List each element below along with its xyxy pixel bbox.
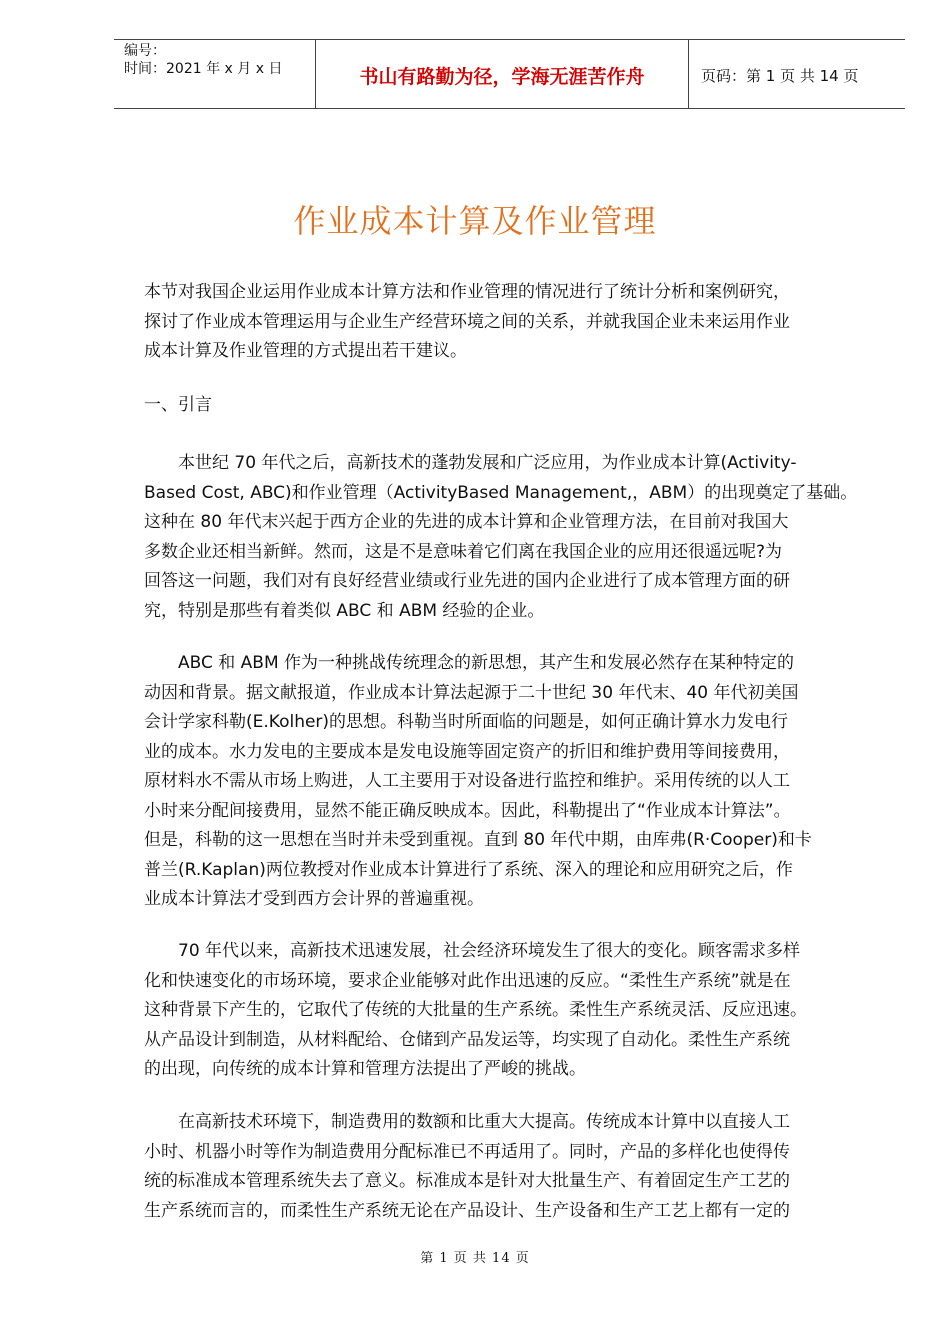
text-line: 统的标准成本管理系统失去了意义。标准成本是针对大批量生产、有着固定生产工艺的 — [144, 1171, 790, 1191]
text-line: 70 年代以来，高新技术迅速发展，社会经济环境发生了很大的变化。顾客需求多样 — [144, 941, 801, 961]
text-line: 原材料水不需从市场上购进，人工主要用于对设备进行监控和维护。采用传统的以人工 — [144, 771, 790, 791]
motto-text: 书山有路勤为径，学海无涯苦作舟 — [359, 66, 645, 88]
text-line: 但是，科勒的这一思想在当时并未受到重视。直到 80 年代中期，由库弗(R·Cooper)和卡 — [144, 830, 812, 850]
text-line: 小时来分配间接费用，显然不能正确反映成本。因此，科勒提出了“作业成本计算法”。 — [144, 800, 791, 821]
text-line: 回答这一问题，我们对有良好经营业绩或行业先进的国内企业进行了成本管理方面的研 — [144, 571, 790, 591]
text-line: 业成本计算法才受到西方会计界的普遍重视。 — [144, 889, 484, 909]
document-date-label: 时间：2021 年 x 月 x 日 — [124, 61, 283, 77]
text-line: 成本计算及作业管理的方式提出若干建议。 — [144, 341, 467, 361]
body-paragraph — [144, 937, 874, 1085]
page-header — [114, 39, 905, 109]
text-line: 小时、机器小时等作为制造费用分配标准已不再适用了。同时，产品的多样化也使得传 — [144, 1141, 790, 1162]
text-line: 究，特别是那些有着类似 ABC 和 ABM 经验的企业。 — [144, 600, 545, 621]
text-line: Based Cost, ABC)和作业管理（ActivityBased Management,，ABM）的出现奠定了基础。 — [144, 482, 858, 503]
header-info-cell — [114, 40, 316, 108]
text-line: 本世纪 70 年代之后，高新技术的蓬勃发展和广泛应用，为作业成本计算(Activity- — [144, 453, 797, 473]
text-line: 业的成本。水力发电的主要成本是发电设施等固定资产的折旧和维护费用等间接费用， — [144, 741, 790, 762]
header-page-cell — [690, 40, 905, 108]
text-line: ABC 和 ABM 作为一种挑战传统理念的新思想，其产生和发展必然存在某种特定的 — [144, 653, 795, 673]
text-line: 会计学家科勒(E.Kolher)的思想。科勒当时所面临的问题是，如何正确计算水力发电行 — [144, 712, 789, 732]
text-line: 生产系统而言的，而柔性生产系统无论在产品设计、生产设备和生产工艺上都有一定的 — [144, 1200, 790, 1221]
text-line: 本节对我国企业运用作业成本计算方法和作业管理的情况进行了统计分析和案例研究， — [144, 282, 790, 302]
text-line: 这种背景下产生的，它取代了传统的大批量的生产系统。柔性生产系统灵活、反应迅速。 — [144, 1000, 807, 1020]
text-line: 从产品设计到制造，从材料配给、仓储到产品发运等，均实现了自动化。柔性生产系统 — [144, 1029, 790, 1050]
page-footer: 第 1 页 共 14 页 — [420, 1251, 530, 1266]
text-line: 在高新技术环境下，制造费用的数额和比重大大提高。传统成本计算中以直接人工 — [144, 1112, 790, 1132]
text-line: 动因和背景。据文献报道，作业成本计算法起源于二十世纪 30 年代末、40 年代初美国 — [144, 682, 799, 703]
document-title: 作业成本计算及作业管理 — [293, 202, 657, 240]
text-line: 普兰(R.Kaplan)两位教授对作业成本计算进行了系统、深入的理论和应用研究之后，作 — [144, 859, 793, 880]
text-line: 探讨了作业成本管理运用与企业生产经营环境之间的关系，并就我国企业未来运用作业 — [144, 311, 790, 332]
text-line: 化和快速变化的市场环境，要求企业能够对此作出迅速的反应。“柔性生产系统”就是在 — [144, 970, 791, 991]
body-paragraph — [144, 449, 874, 626]
text-line: 多数企业还相当新鲜。然而，这是不是意味着它们离在我国企业的应用还很遥远呢?为 — [144, 541, 783, 562]
page-code-label: 页码：第 1 页 共 14 页 — [701, 67, 859, 85]
header-motto-cell — [316, 40, 689, 108]
body-paragraph — [144, 649, 874, 915]
text-line: 的出现，向传统的成本计算和管理方法提出了严峻的挑战。 — [144, 1059, 586, 1079]
text-line: 这种在 80 年代末兴起于西方企业的先进的成本计算和企业管理方法，在目前对我国大 — [144, 512, 789, 532]
section-heading-text: 一、引言 — [144, 395, 212, 415]
body-paragraph — [144, 1108, 874, 1226]
abstract-paragraph — [144, 278, 874, 367]
section-heading — [144, 391, 874, 421]
document-number-label: 编号： — [124, 43, 166, 59]
